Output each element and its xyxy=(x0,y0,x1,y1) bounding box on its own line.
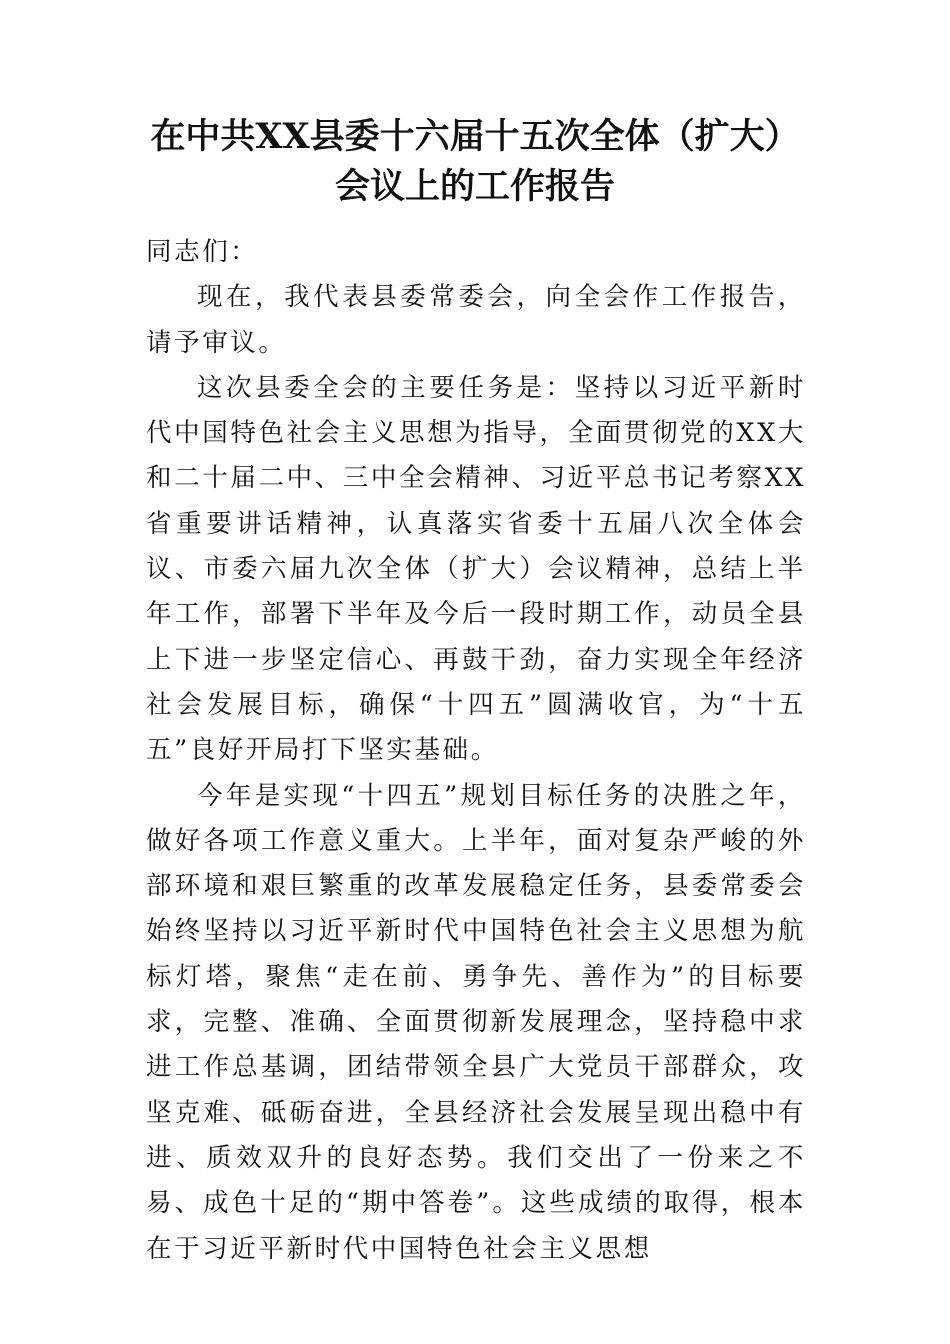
title-line-2: 会议上的工作报告 xyxy=(334,166,615,207)
paragraph-1: 现在，我代表县委常委会，向全会作工作报告，请予审议。 xyxy=(146,282,806,358)
paragraph-2: 这次县委全会的主要任务是：坚持以习近平新时代中国特色社会主义思想为指导，全面贯彻党的XX大和二十届二中、三中全会精神、习近平总书记考察XX省重要讲话精神，认真落实省委十五届八次全体会议、市委六届九次全体（扩大）会议精神，总结上半年工作，部署下半年及今后一段时期工作，动员全县上下进一步坚定信心、再鼓干劲，奋力实现全年经济社会发展目标，确保“十四五”圆满收官，为“十五五”良好开局打下坚实基础。 xyxy=(146,372,806,766)
document-body xyxy=(146,230,806,1272)
paragraph-3: 今年是实现“十四五”规划目标任务的决胜之年，做好各项工作意义重大。上半年，面对复杂严峻的外部环境和艰巨繁重的改革发展稳定任务，县委常委会始终坚持以习近平新时代中国特色社会主义思想为航标灯塔，聚焦“走在前、勇争先、善作为”的目标要求，完整、准确、全面贯彻新发展理念，坚持稳中求进工作总基调，团结带领全县广大党员干部群众，攻坚克难、砥砺奋进，全县经济社会发展呈现出稳中有进、质效双升的良好态势。我们交出了一份来之不易、成色十足的“期中答卷”。这些成绩的取得，根本在于习近平新时代中国特色社会主义思想 xyxy=(146,780,806,1264)
salutation: 同志们： xyxy=(146,237,259,267)
title-line-1: 在中共XX县委十六届十五次全体（扩大） xyxy=(150,116,800,157)
document-title xyxy=(120,112,830,212)
